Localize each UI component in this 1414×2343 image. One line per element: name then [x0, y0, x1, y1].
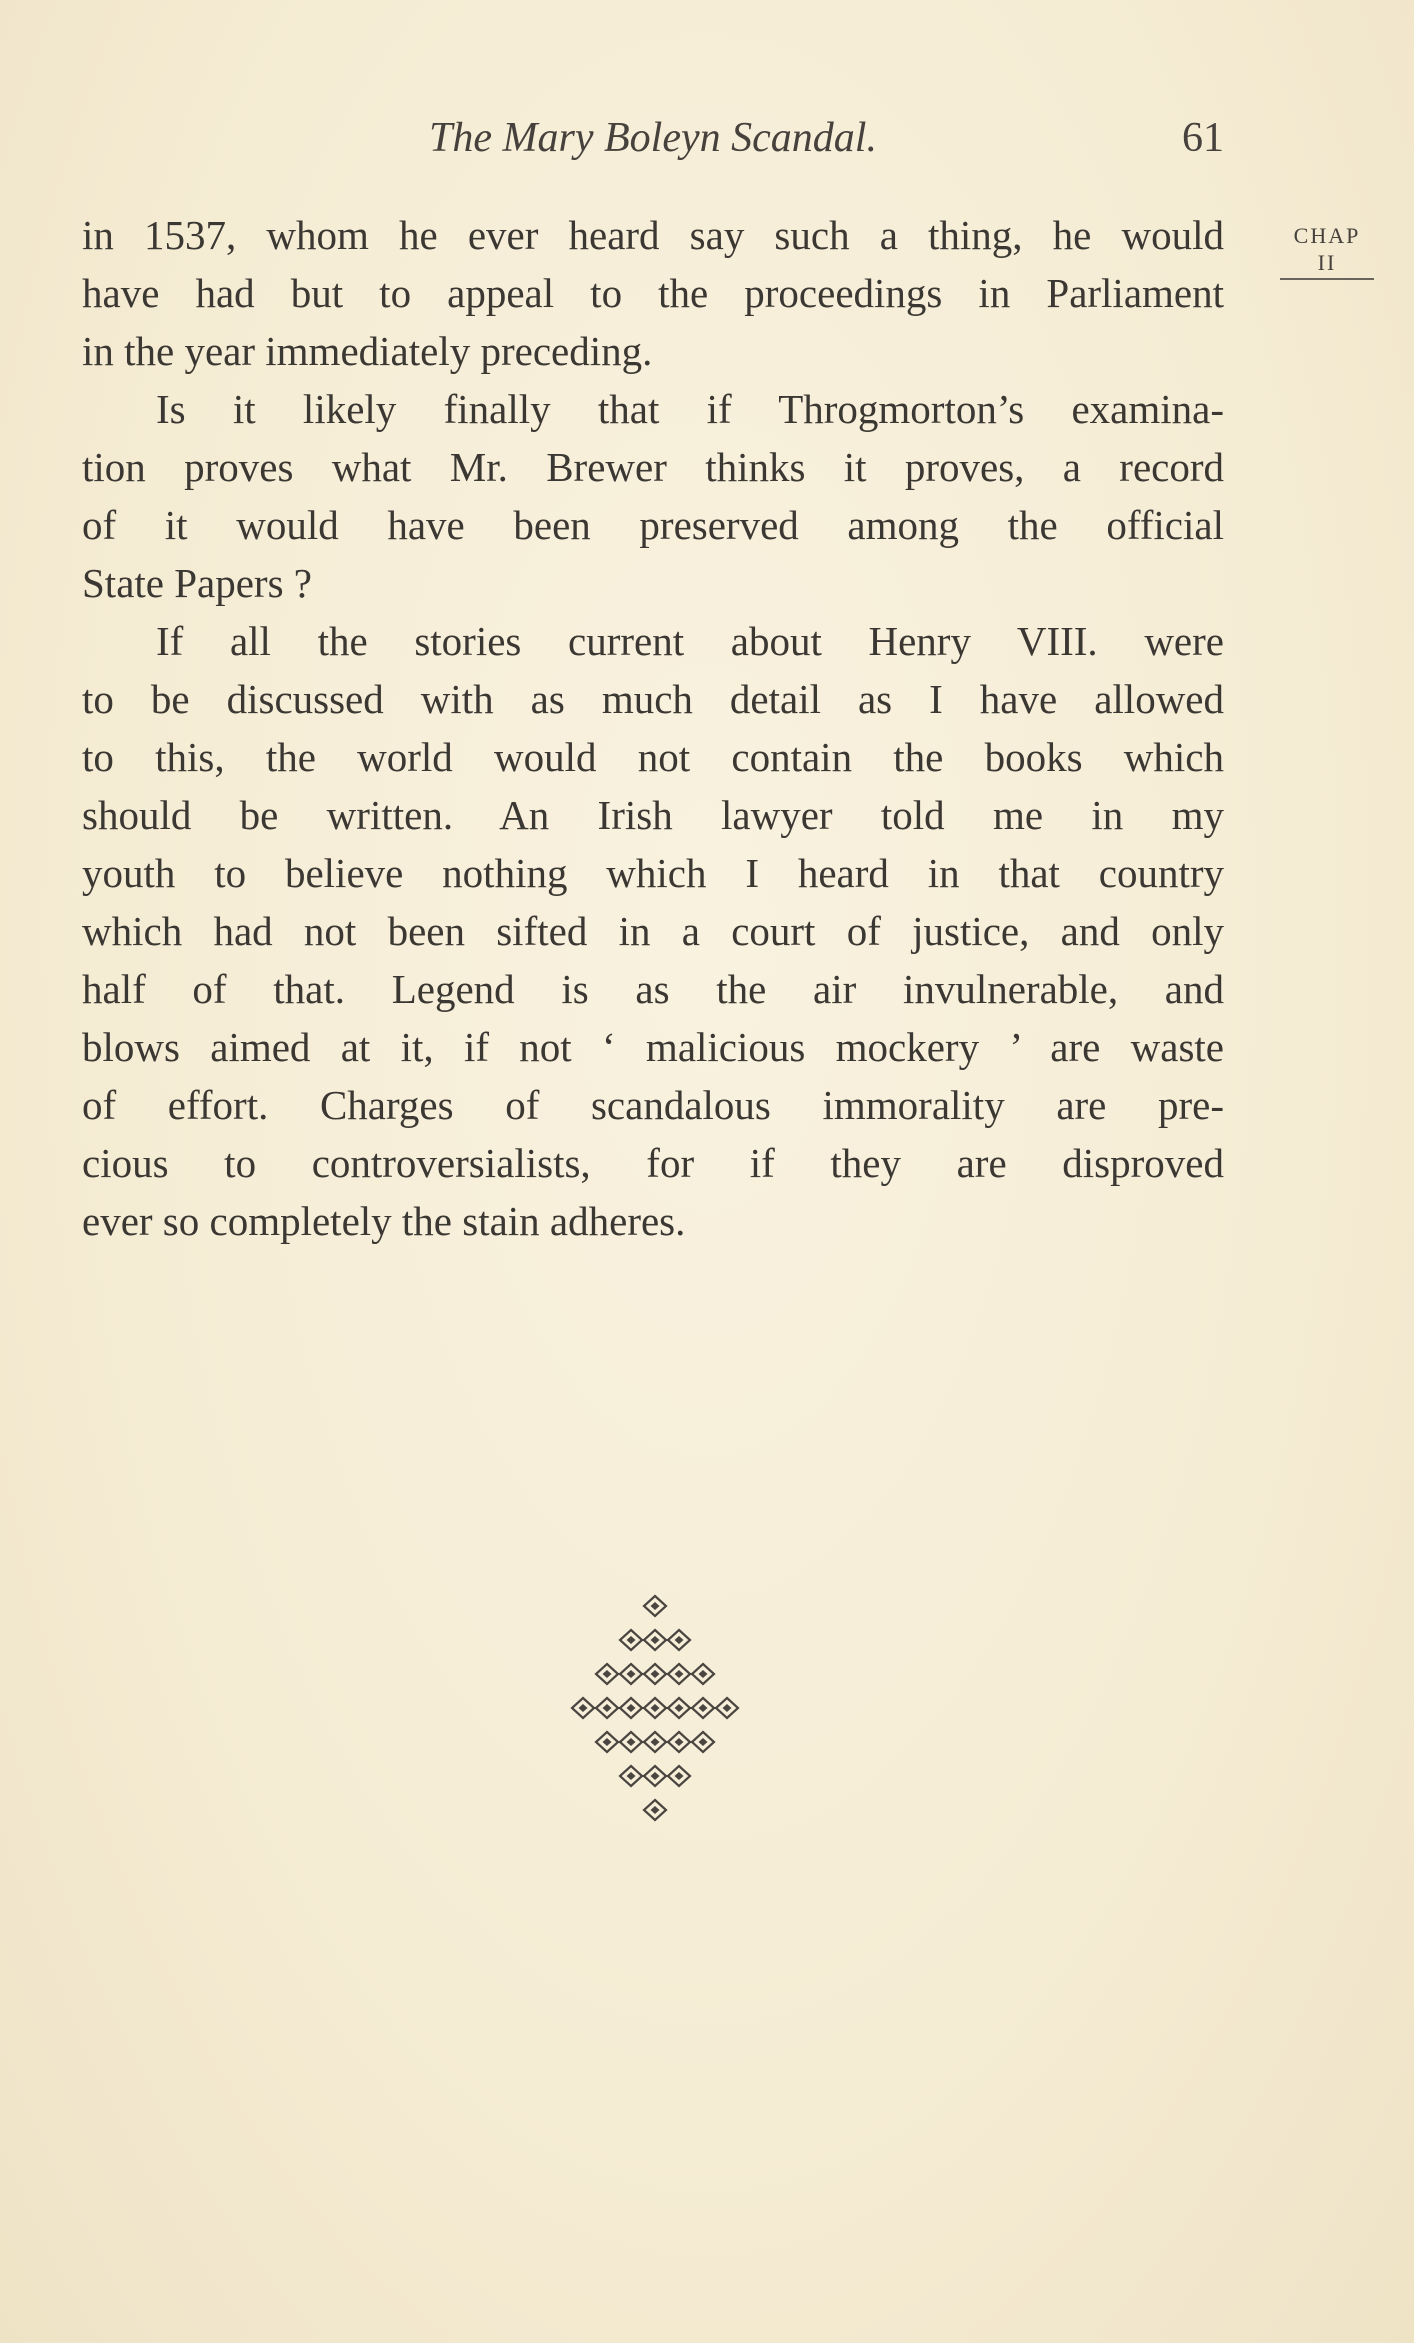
text-line: blows aimed at it, if not ‘ malicious mockery ’ are waste — [82, 1024, 1224, 1070]
text-line: in 1537, whom he ever heard say such a thing, he would — [82, 212, 1224, 258]
page-number: 61 — [1182, 115, 1224, 161]
ornament-diamond — [596, 1664, 620, 1684]
margin-rule — [1280, 278, 1374, 280]
text-line: youth to believe nothing which I heard in that country — [82, 850, 1224, 896]
diamond-ornament-icon — [530, 1588, 780, 1828]
ornament-diamond — [644, 1698, 668, 1718]
ornament-diamond — [716, 1698, 738, 1718]
ornament-diamond — [644, 1596, 666, 1616]
ornament-diamond — [668, 1630, 690, 1650]
text-line: cious to controversialists, for if they are disproved — [82, 1140, 1224, 1186]
ornament-diamond — [668, 1698, 692, 1718]
ornament-diamond — [644, 1766, 668, 1786]
ornament-diamond — [644, 1732, 668, 1752]
running-title: The Mary Boleyn Scandal. — [429, 115, 877, 161]
body-text — [82, 206, 1224, 1250]
text-line: of it would have been preserved among the official — [82, 502, 1224, 548]
text-line: which had not been sifted in a court of justice, and only — [82, 908, 1224, 954]
margin-chap-label: CHAP — [1293, 223, 1361, 248]
text-line: ever so completely the stain adheres. — [82, 1198, 686, 1244]
ornament-diamond — [668, 1766, 690, 1786]
ornament-diamond — [644, 1630, 668, 1650]
ornament-diamond — [596, 1698, 620, 1718]
text-line: of effort. Charges of scandalous immorality are pre- — [82, 1082, 1224, 1128]
ornament-diamond — [620, 1698, 644, 1718]
ornament-diamond — [692, 1664, 714, 1684]
ornament-diamond — [596, 1732, 620, 1752]
margin-chap-number: II — [1317, 250, 1337, 275]
ornament-diamond — [692, 1732, 714, 1752]
text-line: tion proves what Mr. Brewer thinks it proves, a record — [82, 444, 1224, 490]
ornament-diamond — [668, 1732, 692, 1752]
text-line: If all the stories current about Henry VIII. were — [156, 618, 1224, 664]
text-line: should be written. An Irish lawyer told me in my — [82, 792, 1224, 838]
ornament-diamond — [644, 1664, 668, 1684]
text-line: to this, the world would not contain the books which — [82, 734, 1224, 780]
text-line: State Papers ? — [82, 560, 312, 606]
ornament-diamond — [692, 1698, 716, 1718]
text-line: to be discussed with as much detail as I have allowed — [82, 676, 1224, 722]
ornament-diamond — [572, 1698, 596, 1718]
text-line: Is it likely finally that if Throgmorton’s examina- — [156, 386, 1224, 432]
running-head — [82, 108, 1224, 168]
ornament-diamond — [620, 1766, 644, 1786]
margin-chapter-note — [1280, 222, 1374, 280]
ornament-diamond — [644, 1800, 666, 1820]
ornament-diamond — [620, 1664, 644, 1684]
text-line: in the year immediately preceding. — [82, 328, 653, 374]
ornament-diamond — [668, 1664, 692, 1684]
ornament-diamond — [620, 1732, 644, 1752]
ornament-diamond — [620, 1630, 644, 1650]
text-line: half of that. Legend is as the air invulnerable, and — [82, 966, 1224, 1012]
text-line: have had but to appeal to the proceedings in Parliament — [82, 270, 1224, 316]
